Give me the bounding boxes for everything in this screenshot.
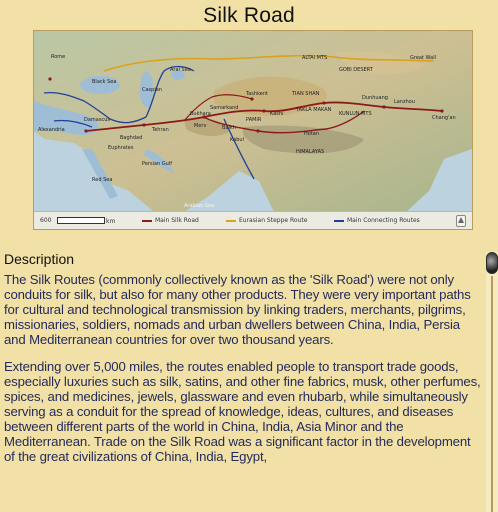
map-label-damascus: Damascus [84, 117, 110, 123]
map-label-black-sea: Black Sea [92, 79, 117, 85]
legend-connecting-routes-label: Main Connecting Routes [347, 217, 420, 224]
map-label-changan: Chang'an [432, 115, 456, 121]
map-label-arabian-sea: Arabian Sea [184, 203, 215, 209]
map-label-alexandria: Alexandria [38, 127, 65, 133]
map-label-kabul: Kabul [230, 137, 244, 143]
map-label-tian-shan: TIAN SHAN [292, 91, 320, 97]
map-label-red-sea: Red Sea [92, 177, 113, 183]
map-label-kashi: Kashi [270, 111, 284, 117]
map-label-aral-sea: Aral Sea [170, 67, 191, 73]
map-label-himalayas: HIMALAYAS [296, 149, 325, 155]
steppe-route-swatch [226, 220, 236, 222]
legend-connecting-routes [334, 217, 420, 224]
map-label-merv: Merv [194, 123, 207, 129]
scrollbar[interactable] [486, 252, 498, 512]
scroll-thumb[interactable] [486, 252, 498, 274]
legend-main-route-label: Main Silk Road [155, 217, 199, 224]
legend-main-route [142, 217, 199, 224]
north-arrow-icon [456, 215, 466, 227]
map-label-persian-gulf: Persian Gulf [142, 161, 172, 167]
page-title: Silk Road [203, 4, 295, 27]
map-label-caspian: Caspian [142, 87, 162, 93]
silk-road-map [33, 30, 473, 230]
map-graphic [34, 31, 472, 212]
description-paragraph-1: The Silk Routes (commonly collectively known as the 'Silk Road') were not only conduits for silk, but also for many other products. They were very important paths for cultural and technological transmission by linking traders, merchants, pilgrims, missionaries, soldiers, nomads and urban dwellers between China, India, Persia and Mediterranean countries for over two thousand years. [4, 272, 471, 347]
map-legend [34, 211, 472, 229]
map-label-bukhara: Bukhara [190, 111, 211, 117]
scale-unit: km [106, 218, 116, 225]
connecting-routes-swatch [334, 220, 344, 222]
scroll-track[interactable] [491, 276, 493, 512]
main-route-swatch [142, 220, 152, 222]
description-section [4, 251, 482, 476]
map-label-gobi: GOBI DESERT [339, 67, 373, 73]
legend-steppe-route-label: Eurasian Steppe Route [239, 217, 308, 224]
map-label-taklamakan: TAKLA MAKAN [296, 107, 332, 113]
description-heading: Description [4, 251, 75, 267]
map-label-baghdad: Baghdad [120, 135, 143, 141]
map-label-tehran: Tehran [152, 127, 169, 133]
map-label-balkh: Balkh [222, 125, 236, 131]
map-label-tashkent: Tashkent [246, 91, 268, 97]
legend-steppe-route [226, 217, 307, 224]
map-label-samarkand: Samarkand [210, 105, 239, 111]
map-label-dunhuang: Dunhuang [362, 95, 388, 101]
map-label-hotan: Hotan [304, 131, 320, 137]
scale-bar [57, 217, 105, 224]
scale-value: 600 [40, 217, 52, 224]
map-label-altai: ALTAI MTS [302, 55, 328, 61]
description-paragraph-2: Extending over 5,000 miles, the routes enabled people to transport trade goods, especially luxuries such as silk, satins, and other fine fabrics, musk, other perfumes, spices, and medicines, jewels, glassware and even rhubarb, while simultaneously serving as a conduit for the spread of knowledge, ideas, cultures, and diseases between different parts of the world in China, India, Asia Minor and the Mediterranean. Trade on the Silk Road was a significant factor in the development of the great civilizations of China, India, Egypt, [4, 359, 481, 464]
map-label-euphrates: Euphrates [108, 145, 134, 151]
map-label-pamir: PAMIR [246, 117, 262, 123]
map-label-lanzhou: Lanzhou [394, 99, 416, 105]
map-label-kunlun: KUNLUN MTS [339, 111, 372, 117]
map-label-great-wall: Great Wall [410, 55, 436, 61]
map-label-rome: Rome [51, 54, 66, 60]
